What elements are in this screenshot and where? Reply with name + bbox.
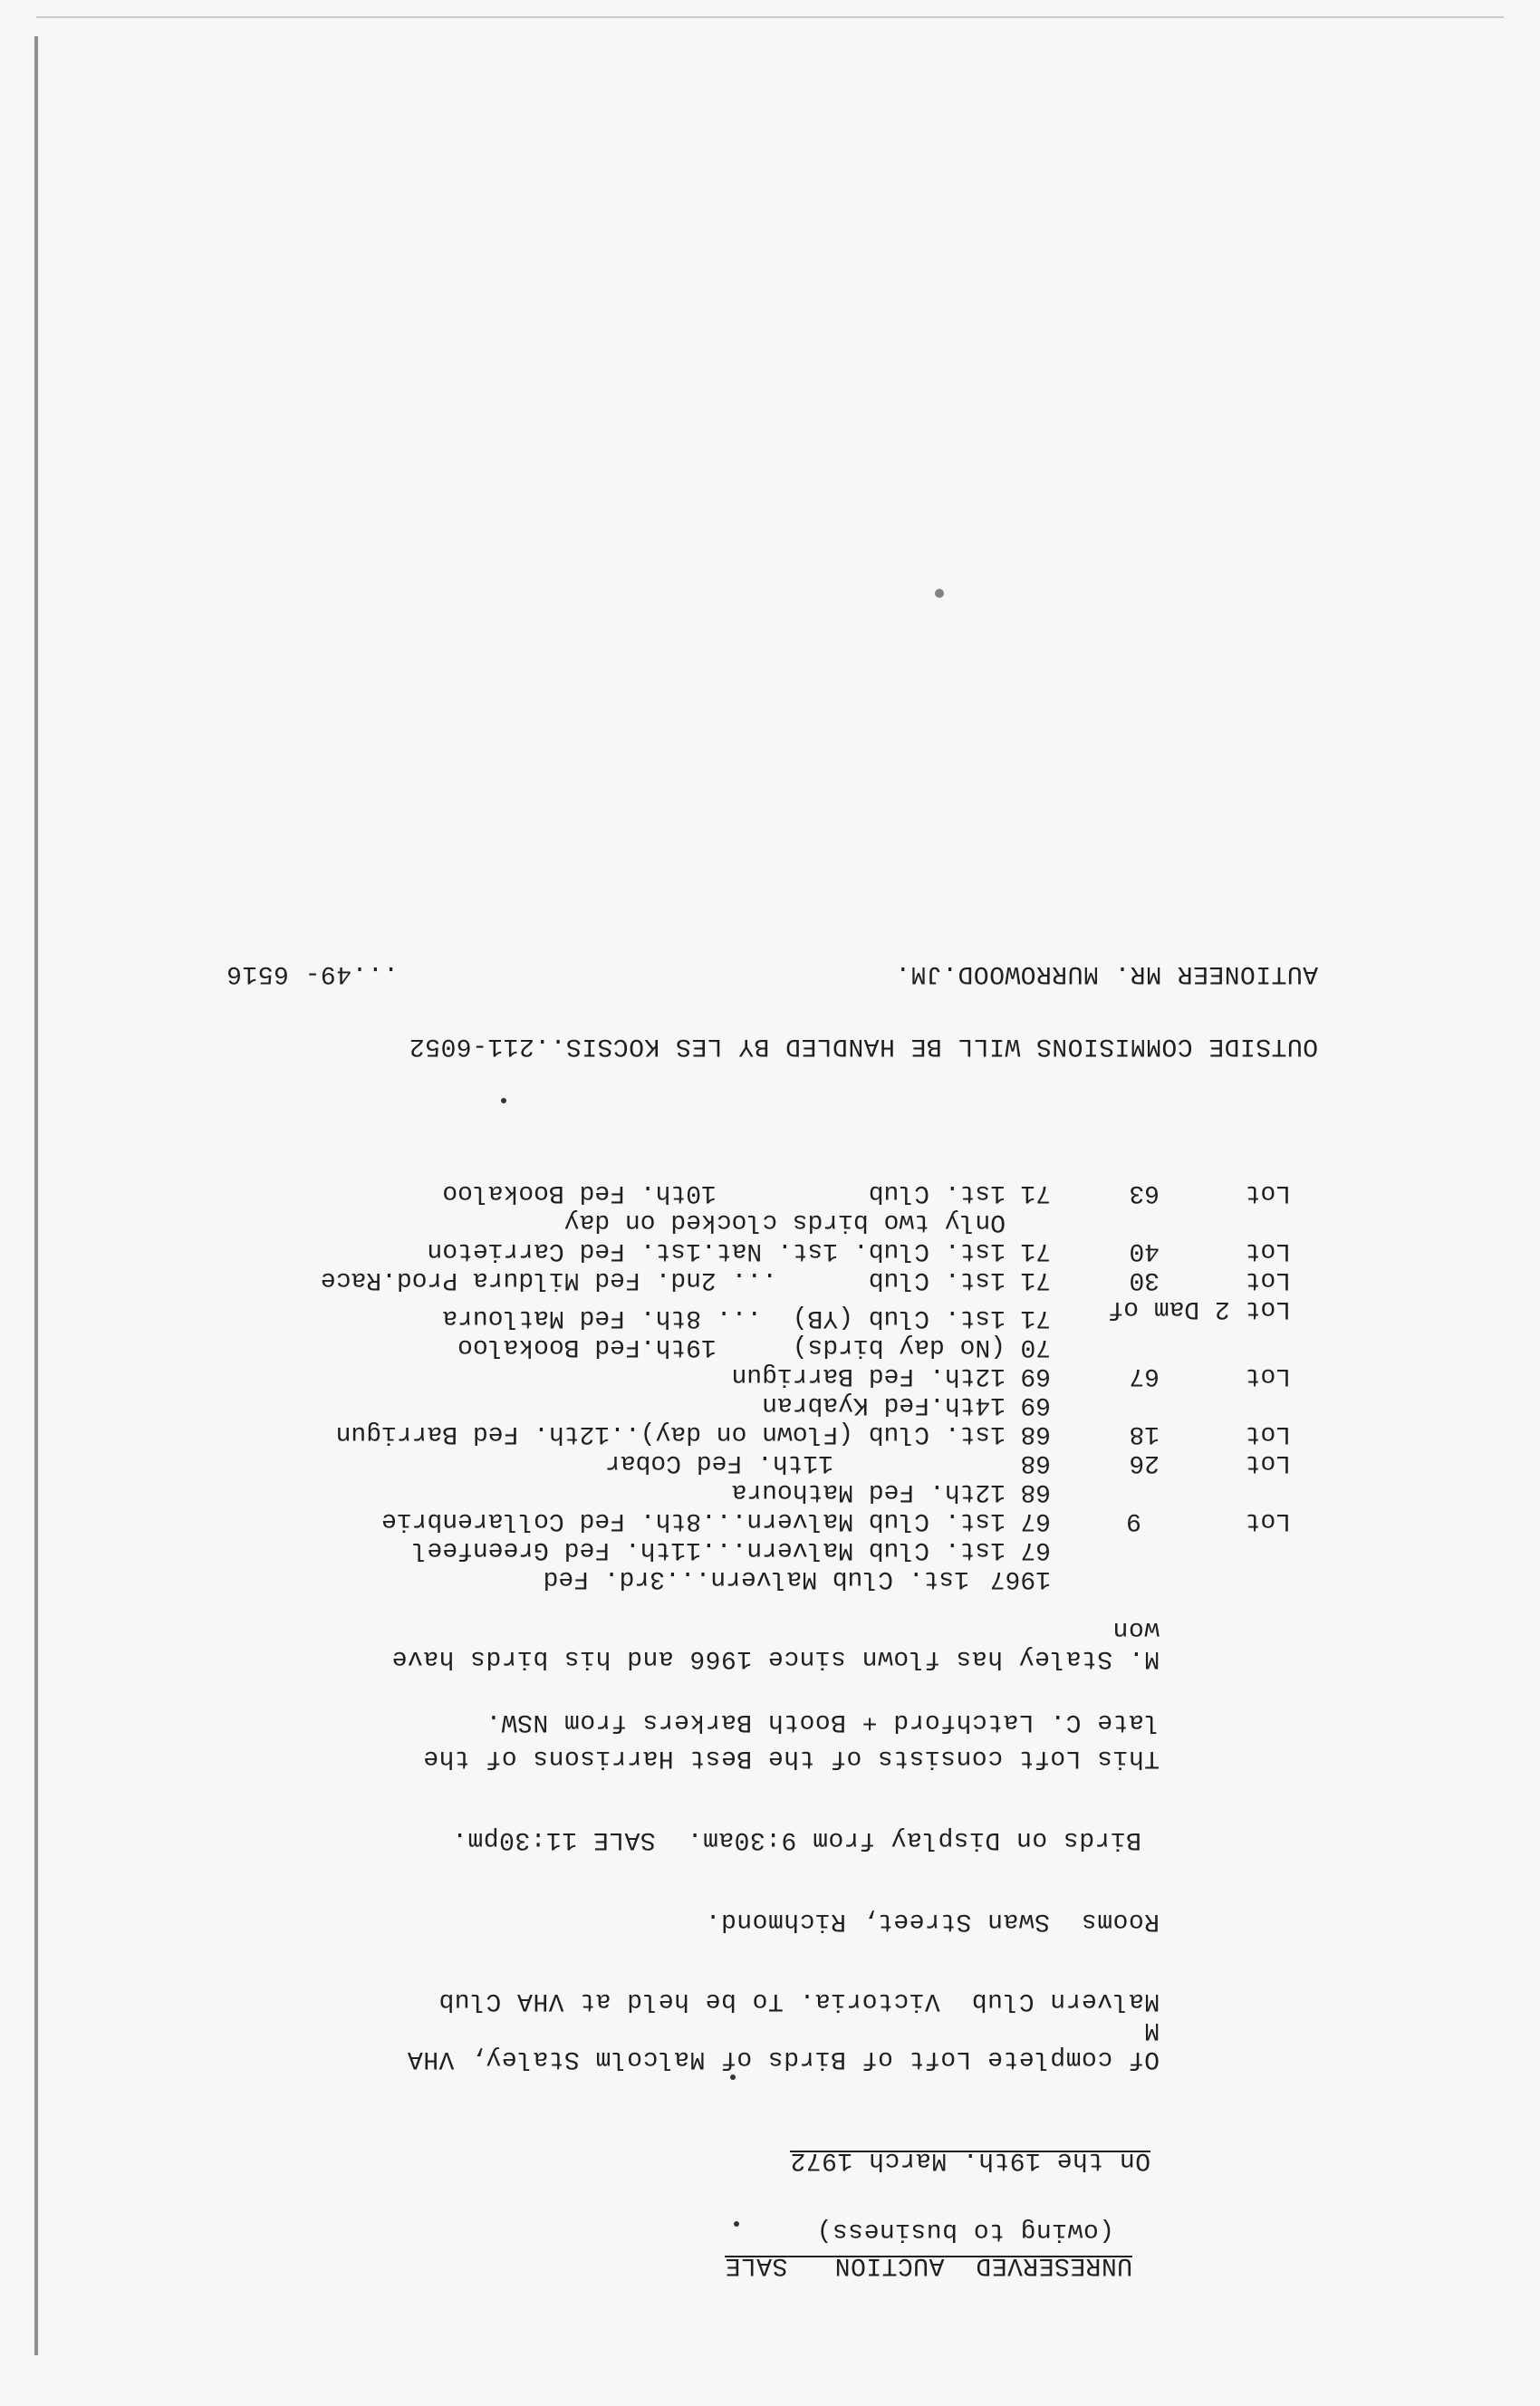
intro-line-1-mark: M xyxy=(1143,2016,1160,2044)
heading-subtitle: (owing to business) xyxy=(816,2217,1114,2245)
intro-line-7: M. Staley has flown since 1966 and his birds have xyxy=(391,1644,1160,1672)
auctioneer-name: AUTIONEER MR. MURROWOOD.JM. xyxy=(894,959,1318,987)
intro-line-4: Birds on Display from 9:30am. SALE 11:30pm. xyxy=(451,1825,1141,1853)
intro-line-1: Of complete Loft of Birds of Malcolm Staley, VHA xyxy=(407,2045,1160,2073)
scan-speck xyxy=(734,2221,739,2227)
scan-speck xyxy=(935,589,944,598)
commissions-note: OUTSIDE COMMISIONS WILL BE HANDLED BY LES KOCSIS..211-6052 xyxy=(409,1032,1318,1060)
scan-speck xyxy=(501,1098,506,1103)
intro-line-6: late C. Latchford + Booth Barkers from NSW. xyxy=(485,1708,1160,1736)
intro-line-5: This Loft consists of the Best Harrisons of the xyxy=(422,1744,1160,1772)
sale-date: On the 19th. March 1972 xyxy=(790,2146,1150,2174)
intro-line-3: Rooms Swan Street, Richmond. xyxy=(705,1907,1160,1935)
auctioneer-phone: ...49- 6516 xyxy=(226,959,399,987)
intro-line-8: won xyxy=(1112,1615,1160,1643)
intro-line-2: Malvern Club Victoria. To be held at VHA Club xyxy=(438,1987,1160,2015)
heading-title: UNRESERVED AUCTION SALE xyxy=(725,2251,1132,2279)
scan-speck xyxy=(730,2074,736,2080)
inverted-document: UNRESERVED AUCTION SALE (owing to business) On the 19th. March 1972 Of complete Loft of Birds of Malcolm Staley, VHA M Malvern Club Victoria. To be held at VHA Club Rooms Swan Street, Richmond. Birds on Display from 9:30am. SALE 11:30pm. This Loft consists of the Best Harrisons of the late C. Latchford + Booth Barkers from NSW. M. Staley has flown since 1966 and his birds have won 1967 1st. Club Malvern...3rd. Fed 67 1st. Club Malvern...11th. Fed Greenfeel Lot 9 67 1st. Club Malvern...8th. Fed Collarenbrie 68 12th. Fed Mathoura Lot 26 68 11th. Fed Cobar Lot 18 68 1st. Club (Flown on day)..12th. Fed Barrigun 69 14th.Fed Kyabran Lot 67 69 12th. Fed Barrigun 70 (No day birds) 19th.Fed Bookaloo Lot 2 Dam of 71 1st. Club (YB) ... 8th. Fed Matloura Lot 30 71 1st. Club ... 2nd. Fed Mildura Prod.Race Lot 40 71 1st. Club. 1st. Nat.1st. Fed Carrieton Only two birds clocked on day Lot 63 71 1st. Club 10th. Fed Bookaloo OUTSIDE COMMISIONS WILL BE HANDLED BY LES KOCSIS..211-6052 AUTIONEER MR. MURROWOOD.JM. ...49- 6516 xyxy=(226,959,1318,2279)
